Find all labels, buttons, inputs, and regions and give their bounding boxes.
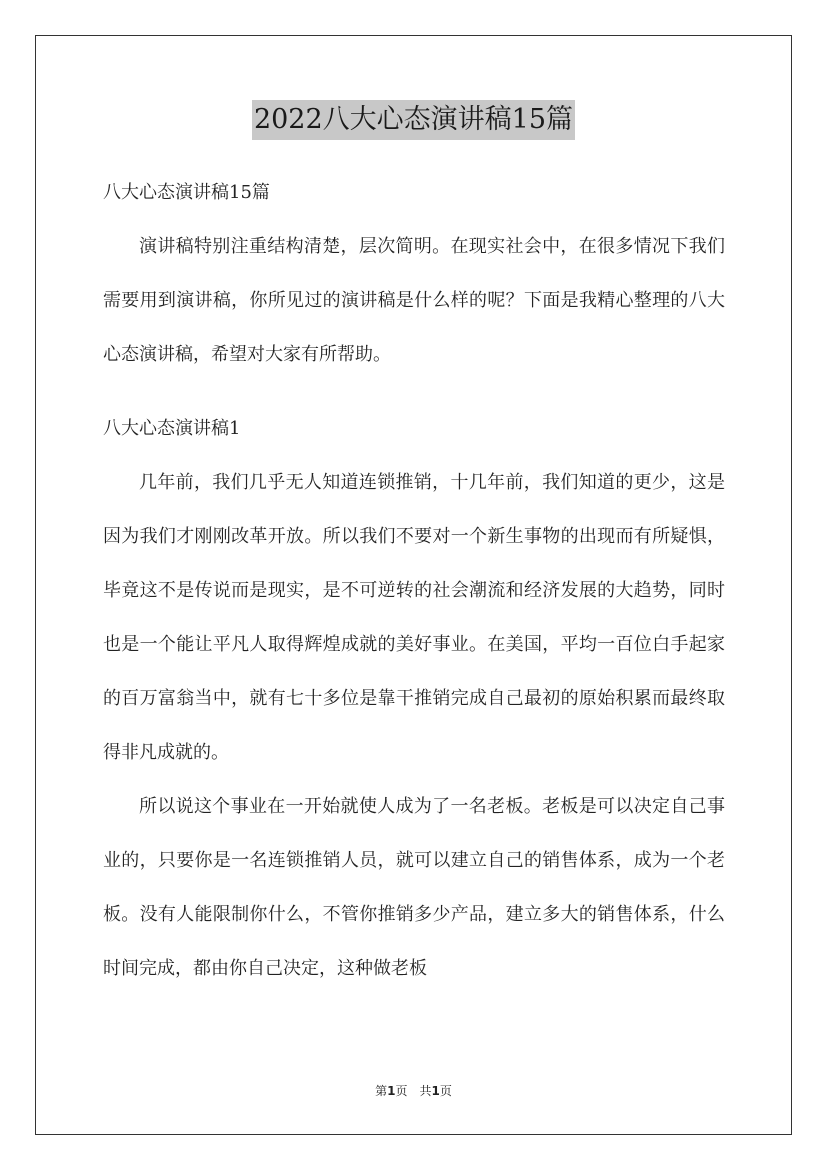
title-container <box>0 100 827 140</box>
footer-page-prefix: 第 <box>375 1084 388 1098</box>
section-1-paragraph-2: 所以说这个事业在一开始就使人成为了一名老板。老板是可以决定自己事业的，只要你是一名连锁推销人员，就可以建立自己的销售体系，成为一个老板。没有人能限制你什么，不管你推销多少产品，建立多大的销售体系，什么时间完成，都由你自己决定，这种做老板 <box>103 796 725 979</box>
intro-paragraph: 演讲稿特别注重结构清楚，层次简明。在现实社会中，在很多情况下我们需要用到演讲稿，你所见过的演讲稿是什么样的呢？下面是我精心整理的八大心态演讲稿，希望对大家有所帮助。 <box>103 236 725 365</box>
document-subtitle: 八大心态演讲稿15篇 <box>103 182 270 203</box>
footer-page-mid: 页 共 <box>395 1084 432 1098</box>
section-1-paragraph-1: 几年前，我们几乎无人知道连锁推销，十几年前，我们知道的更少，这是因为我们才刚刚改革开放。所以我们不要对一个新生事物的出现而有所疑惧，毕竟这不是传说而是现实，是不可逆转的社会潮流和经济发展的大趋势，同时也是一个能让平凡人取得辉煌成就的美好事业。在美国，平均一百位白手起家的百万富翁当中，就有七十多位是靠干推销完成自己最初的原始积累而最终取得非凡成就的。 <box>103 472 725 763</box>
section-heading-1: 八大心态演讲稿1 <box>103 418 241 439</box>
document-title: 2022八大心态演讲稿15篇 <box>252 100 575 140</box>
footer-page-total: 1 <box>431 1084 440 1098</box>
page-footer <box>0 1082 827 1099</box>
footer-page-current: 1 <box>387 1084 396 1098</box>
footer-page-suffix: 页 <box>439 1084 452 1098</box>
document-body <box>103 172 725 996</box>
